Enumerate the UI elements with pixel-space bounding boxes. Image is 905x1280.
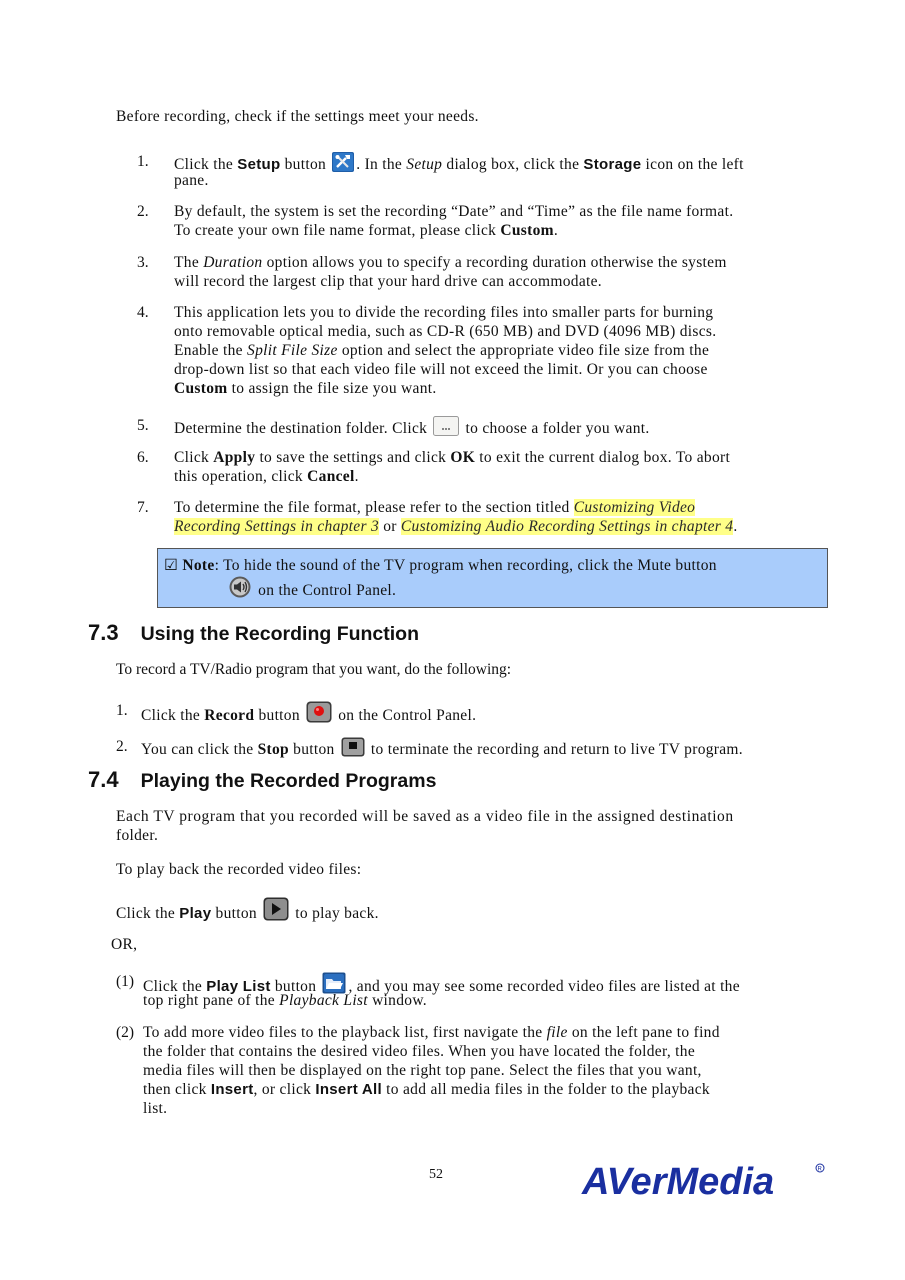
logo-text: AVerMedia xyxy=(582,1161,775,1202)
setup-tools-icon xyxy=(332,152,354,177)
play-list-label: Play List xyxy=(206,978,271,995)
step-4-number: 4. xyxy=(137,304,149,321)
mute-speaker-icon xyxy=(228,576,252,603)
play-text-a: Click the xyxy=(116,905,180,922)
playlist-text-a: Click the xyxy=(143,978,207,995)
record-step-number: 1. xyxy=(116,702,128,719)
step-2-line-2 xyxy=(174,221,558,240)
step-3-text-c: option allows you to specify a recording duration otherwise the system xyxy=(262,254,727,271)
step-6-line-2 xyxy=(174,467,359,486)
page-number: 52 xyxy=(429,1167,443,1182)
stop-step-number: 2. xyxy=(116,738,128,755)
playlist-text-c: button xyxy=(270,978,321,995)
custom-label: Custom xyxy=(500,222,554,239)
step-3-line-1 xyxy=(174,253,727,272)
add-files-text-c: on the left pane to find xyxy=(567,1024,720,1041)
play-line xyxy=(116,897,379,926)
note-text-a: : To hide the sound of the TV program when recording, click the Mute button xyxy=(214,557,717,574)
add-files-line-3: media files will then be displayed on the right top pane. Select the files that you want, xyxy=(143,1062,702,1079)
record-icon xyxy=(306,701,332,728)
insert-label: Insert xyxy=(210,1081,254,1098)
playlist-text-e: top right pane of the xyxy=(143,992,280,1009)
section-7-4-title: Playing the Recorded Programs xyxy=(140,770,437,792)
step-1-line-2: pane. xyxy=(174,172,209,189)
note-text-b: on the Control Panel. xyxy=(254,582,397,599)
step-6-text-c: to save the settings and click xyxy=(255,449,451,466)
note-box xyxy=(157,548,828,608)
step-3-number: 3. xyxy=(137,254,149,271)
step-7-line-1 xyxy=(174,498,695,517)
step-5-line-1 xyxy=(174,416,650,441)
section-7-4-para-1-line-2: folder. xyxy=(116,827,159,844)
record-label: Record xyxy=(204,707,255,724)
file-label: file xyxy=(546,1024,568,1041)
step-7-line-2 xyxy=(174,517,738,536)
step-1-text-c: button xyxy=(280,156,331,173)
step-4-text-e: to assign the file size you want. xyxy=(227,380,437,397)
step-1-text-f: dialog box, click the xyxy=(442,156,584,173)
add-files-line-5: list. xyxy=(143,1100,168,1117)
svg-text:R: R xyxy=(817,1166,822,1173)
step-4-text-a: Enable the xyxy=(174,342,248,359)
stop-step-text-d: to terminate the recording and return to live TV program. xyxy=(366,741,743,758)
browse-ellipsis-icon xyxy=(433,416,459,441)
step-6-number: 6. xyxy=(137,449,149,466)
step-1-setup-italic: Setup xyxy=(406,156,443,173)
playlist-text-d: , and you may see some recorded video files are listed at the xyxy=(348,978,740,995)
section-7-3-number: 7.3 xyxy=(88,620,119,645)
insert-all-label: Insert All xyxy=(315,1081,382,1098)
step-5-text-a: Determine the destination folder. Click xyxy=(174,420,432,437)
link-video-chapter-3[interactable]: Recording Settings in chapter 3 xyxy=(174,518,380,535)
step-6-text-h: . xyxy=(354,468,359,485)
record-step-text-c: button xyxy=(254,707,305,724)
step-6-line-1 xyxy=(174,448,730,467)
record-step-text-a: Click the xyxy=(141,707,205,724)
step-1-number: 1. xyxy=(137,153,149,170)
cancel-label: Cancel xyxy=(307,468,355,485)
storage-label: Storage xyxy=(583,156,642,173)
playlist-text-g: window. xyxy=(367,992,427,1009)
step-6-text-f: this operation, click xyxy=(174,468,308,485)
section-7-3-intro: To record a TV/Radio program that you want, do the following: xyxy=(116,661,512,678)
split-file-size-label: Split File Size xyxy=(247,342,338,359)
custom-label-2: Custom xyxy=(174,380,228,397)
link-customizing-video[interactable]: Customizing Video xyxy=(573,499,696,516)
note-line-2 xyxy=(226,576,396,603)
stop-step-text-c: button xyxy=(288,741,339,758)
apply-label: Apply xyxy=(213,449,256,466)
ok-label: OK xyxy=(450,449,476,466)
stop-step-line xyxy=(141,737,743,762)
step-1-line-1 xyxy=(174,152,744,177)
step-2-line-1: By default, the system is set the recording “Date” and “Time” as the file name format. xyxy=(174,203,734,220)
step-1-text-h: icon on the left xyxy=(641,156,744,173)
note-line-1 xyxy=(164,556,717,575)
step-7-number: 7. xyxy=(137,499,149,516)
section-7-3-title: Using the Recording Function xyxy=(140,623,420,645)
playlist-item-number: (1) xyxy=(116,973,135,990)
step-4-line-3 xyxy=(174,341,709,360)
add-files-text-h: to add all media files in the folder to the playback xyxy=(382,1081,710,1098)
section-7-4-number: 7.4 xyxy=(88,767,119,792)
add-files-item-number: (2) xyxy=(116,1024,135,1041)
setup-label: Setup xyxy=(237,156,281,173)
step-3-text-a: The xyxy=(174,254,204,271)
step-7-text-f: . xyxy=(733,518,738,535)
add-files-text-d: then click xyxy=(143,1081,211,1098)
avermedia-logo xyxy=(580,1158,830,1207)
section-7-4-para-1-line-1: Each TV program that you recorded will be saved as a video file in the assigned destination xyxy=(116,808,734,825)
step-1-text-d: . In the xyxy=(356,156,407,173)
play-text-c: button xyxy=(211,905,262,922)
step-1-text-a: Click the xyxy=(174,156,238,173)
step-2-number: 2. xyxy=(137,203,149,220)
step-5-number: 5. xyxy=(137,417,149,434)
step-4-line-1: This application lets you to divide the recording files into smaller parts for burning xyxy=(174,304,714,321)
step-4-text-c: option and select the appropriate video file size from the xyxy=(337,342,710,359)
section-7-3-heading xyxy=(88,620,419,646)
duration-label: Duration xyxy=(203,254,263,271)
record-step-text-d: on the Control Panel. xyxy=(334,707,477,724)
section-7-4-heading xyxy=(88,767,436,793)
link-customizing-audio[interactable]: Customizing Audio Recording Settings in chapter 4 xyxy=(400,518,734,535)
step-2-text-c: . xyxy=(553,222,559,239)
step-2-text-a: To create your own file name format, please click xyxy=(174,222,501,239)
play-label: Play xyxy=(179,905,212,922)
stop-step-text-a: You can click the xyxy=(141,741,258,758)
step-7-text-a: To determine the file format, please refer to the section titled xyxy=(174,499,574,516)
step-3-line-2: will record the largest clip that your hard drive can accommodate. xyxy=(174,273,602,290)
record-step-line xyxy=(141,701,476,728)
or-text: OR, xyxy=(111,936,138,953)
stop-icon xyxy=(341,737,365,762)
step-7-text-d: or xyxy=(379,518,401,535)
section-7-4-para-2: To play back the recorded video files: xyxy=(116,861,362,878)
step-4-line-2: onto removable optical media, such as CD-R (650 MB) and DVD (4096 MB) discs. xyxy=(174,323,717,340)
step-4-line-4: drop-down list so that each video file will not exceed the limit. Or you can choose xyxy=(174,361,708,378)
add-files-line-2: the folder that contains the desired video files. When you have located the folder, the xyxy=(143,1043,696,1060)
add-files-text-a: To add more video files to the playback list, first navigate the xyxy=(143,1024,547,1041)
step-6-text-e: to exit the current dialog box. To abort xyxy=(475,449,731,466)
intro-text: Before recording, check if the settings meet your needs. xyxy=(116,108,479,125)
note-checkbox-icon: ☑ xyxy=(164,557,179,574)
step-4-line-5 xyxy=(174,379,437,398)
play-text-d: to play back. xyxy=(291,905,379,922)
play-icon xyxy=(263,897,289,926)
stop-label: Stop xyxy=(257,741,289,758)
step-6-text-a: Click xyxy=(174,449,214,466)
playlist-item-line-2 xyxy=(143,991,427,1010)
add-files-line-1 xyxy=(143,1023,720,1042)
add-files-text-f: , or click xyxy=(253,1081,316,1098)
step-5-text-b: to choose a folder you want. xyxy=(461,420,650,437)
note-label: Note xyxy=(182,557,215,574)
add-files-line-4 xyxy=(143,1080,710,1099)
playback-list-label: Playback List xyxy=(279,992,368,1009)
